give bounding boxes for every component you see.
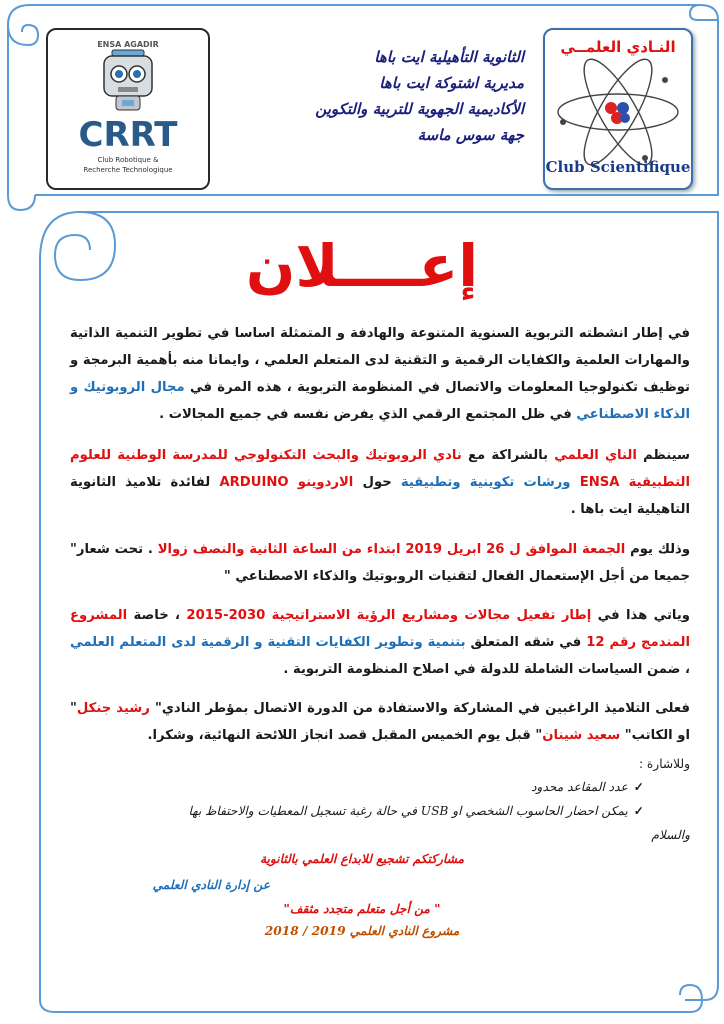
svg-text:النـادي العلمــي: النـادي العلمــي — [560, 38, 676, 56]
project-line: مشروع النادي العلمي 2019 / 2018 — [264, 924, 460, 938]
closing-salam: والسلام — [651, 828, 690, 842]
check-icon: ✓ — [633, 780, 644, 794]
academy-name: الأكاديمية الجهوية للتربية والتكوين — [315, 100, 524, 118]
crrt-logo — [46, 28, 210, 190]
announcement-title: إعــــلان — [245, 232, 479, 300]
note-item: ✓عدد المقاعد محدود — [531, 780, 644, 794]
paragraph-framework: وياتي هذا في إطار تفعيل مجالات ومشاريع الرؤية الاستراتيجية 2030-2015 ، خاصة المشروع المندمج رقم 12 في شقه المتعلق بتنمية وتطوير الكفايات التقنية و الرقمية لدى المتعلم العلمي ، ضمن السياسات الشاملة للدولة في اصلاح المنظومة التربوية . — [70, 608, 691, 677]
paragraph-registration: فعلى التلاميذ الراغبين في المشاركة والاستفادة من الدورة الاتصال بمؤطر النادي" رشيد جنكل" او الكاتب" سعيد شينان" قبل يوم الخميس المقبل قصد انجاز اللائحة النهائية، وشكرا. — [70, 701, 691, 743]
region-name: جهة سوس ماسة — [417, 126, 524, 144]
atom-icon — [545, 30, 691, 188]
svg-text:ENSA AGADIR: ENSA AGADIR — [97, 40, 159, 49]
notes-heading: وللاشارة : — [638, 757, 690, 771]
note-item: ✓يمكن احضار الحاسوب الشخصي او USB في حالة رغبة تسجيل المعطيات والاحتفاظ بها — [188, 804, 644, 818]
robot-icon — [48, 30, 208, 188]
svg-text:Club Robotique &: Club Robotique & — [97, 156, 159, 164]
svg-text:CRRT: CRRT — [78, 115, 178, 155]
signature-line: عن إدارة النادي العلمي — [152, 878, 270, 892]
svg-text:Recherche Technologique: Recherche Technologique — [83, 166, 173, 174]
paragraph-date: وذلك يوم الجمعة الموافق ل 26 ابريل 2019 ابتداء من الساعة الثانية والنصف زوالا . تحت شعار" جميعا من أجل الإستعمال الفعال لتقنيات الروبوتيك والذكاء الاصطناعي " — [70, 542, 691, 584]
paragraph-organizers: سينظم الناي العلمي بالشراكة مع نادي الروبوتيك والبحث التكنولوجي للمدرسة الوطنية للعلوم التطبيقية ENSA ورشات تكوينية وتطبيقية حول الاردوينو ARDUINO لفائدة تلاميذ الثانوية التاهيلية ايت باها . — [70, 448, 691, 517]
directorate-name: مديرية اشتوكة ايت باها — [379, 74, 524, 92]
paragraph-intro: في إطار انشطته التربوية السنوية المتنوعة والهادفة و المتمثلة اساسا في تطوير التنمية الذاتية والمهارات العلمية والكفايات الرقمية و التقنية لدى المتعلم العلمي ، وايمانا منه بأهمية البرمجة و توظيف تكنولوجيا المعلومات والاتصال في المنظومة التربوية ، هذه المرة في مجال الروبوتيك و الذكاء الاصطناعي في ظل المجتمع الرقمي الذي يفرض نفسه في جميع المجالات . — [70, 326, 691, 422]
club-scientifique-logo — [543, 28, 693, 190]
svg-text:Club Scientifique: Club Scientifique — [545, 158, 691, 176]
slogan-line: " من أجل متعلم متجدد مثقف" — [283, 902, 441, 916]
school-name: الثانوية التأهيلية ايت باها — [374, 48, 524, 66]
check-icon: ✓ — [633, 804, 644, 818]
encouragement-line: مشاركتكم تشجيع للابداع العلمي بالثانوية — [259, 852, 465, 866]
